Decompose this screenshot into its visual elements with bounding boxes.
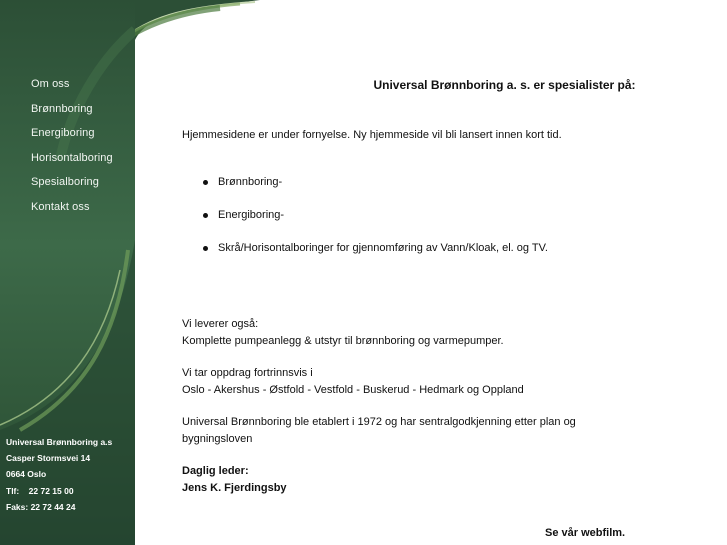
service-label: Energiboring- — [218, 209, 285, 221]
area-title: Vi tar oppdrag fortrinnsvis i — [182, 367, 313, 379]
nav-item-spesialboring[interactable]: Spesialboring — [31, 176, 99, 189]
manager-name: Jens K. Fjerdingsby — [182, 481, 287, 494]
nav-item-om-oss[interactable]: Om oss — [31, 78, 70, 90]
nav-item-bronnboring[interactable]: Brønnboring — [31, 102, 93, 115]
address-street: Casper Stormsvei 14 — [6, 453, 91, 464]
manager-label: Daglig leder: — [182, 465, 249, 477]
address-city: 0664 Oslo — [6, 469, 47, 480]
phone-number: 22 72 15 00 — [28, 485, 74, 496]
service-label: Skrå/Horisontalboringer for gjennomføring av Vann/Kloak, el. og TV. — [218, 242, 548, 254]
manager-section — [182, 463, 287, 496]
nav-item-energiboring[interactable]: Energiboring — [31, 127, 95, 140]
history-text: Universal Brønnboring ble etablert i 1972 og har sentralgodkjenning etter plan og bygningsloven — [182, 416, 576, 445]
list-item — [182, 207, 548, 240]
nav-item-horisontalboring[interactable]: Horisontalboring — [31, 151, 113, 164]
list-item — [182, 174, 548, 207]
also-title: Vi leverer også: — [182, 318, 259, 330]
area-text: Oslo - Akershus - Østfold - Vestfold - Buskerud - Hedmark og Oppland — [182, 383, 524, 396]
page-heading: Universal Brønnboring a. s. er spesialister på: — [373, 78, 636, 92]
area-section — [182, 365, 524, 398]
webfilm-link[interactable]: Se vår webfilm. — [545, 527, 626, 539]
sidebar — [0, 0, 135, 545]
service-label: Brønnboring- — [218, 176, 283, 188]
bullet-icon — [203, 246, 208, 251]
bullet-icon — [203, 213, 208, 218]
company-address — [6, 434, 112, 515]
nav-item-kontakt-oss[interactable]: Kontakt oss — [31, 200, 90, 213]
bullet-icon — [203, 180, 208, 185]
list-item — [182, 240, 548, 273]
also-text: Komplette pumpeanlegg & utstyr til brønnboring og varmepumper. — [182, 334, 504, 347]
services-list — [182, 174, 548, 273]
intro-text: Hjemmesidene er under fornyelse. Ny hjemmeside vil bli lansert innen kort tid. — [182, 129, 562, 141]
also-section — [182, 316, 504, 349]
phone-label: Tlf: — [6, 485, 20, 496]
address-fax: Faks: 22 72 44 24 — [6, 501, 76, 512]
address-phone-line — [6, 483, 112, 499]
main-nav — [31, 76, 113, 224]
address-company: Universal Brønnboring a.s — [6, 437, 113, 447]
